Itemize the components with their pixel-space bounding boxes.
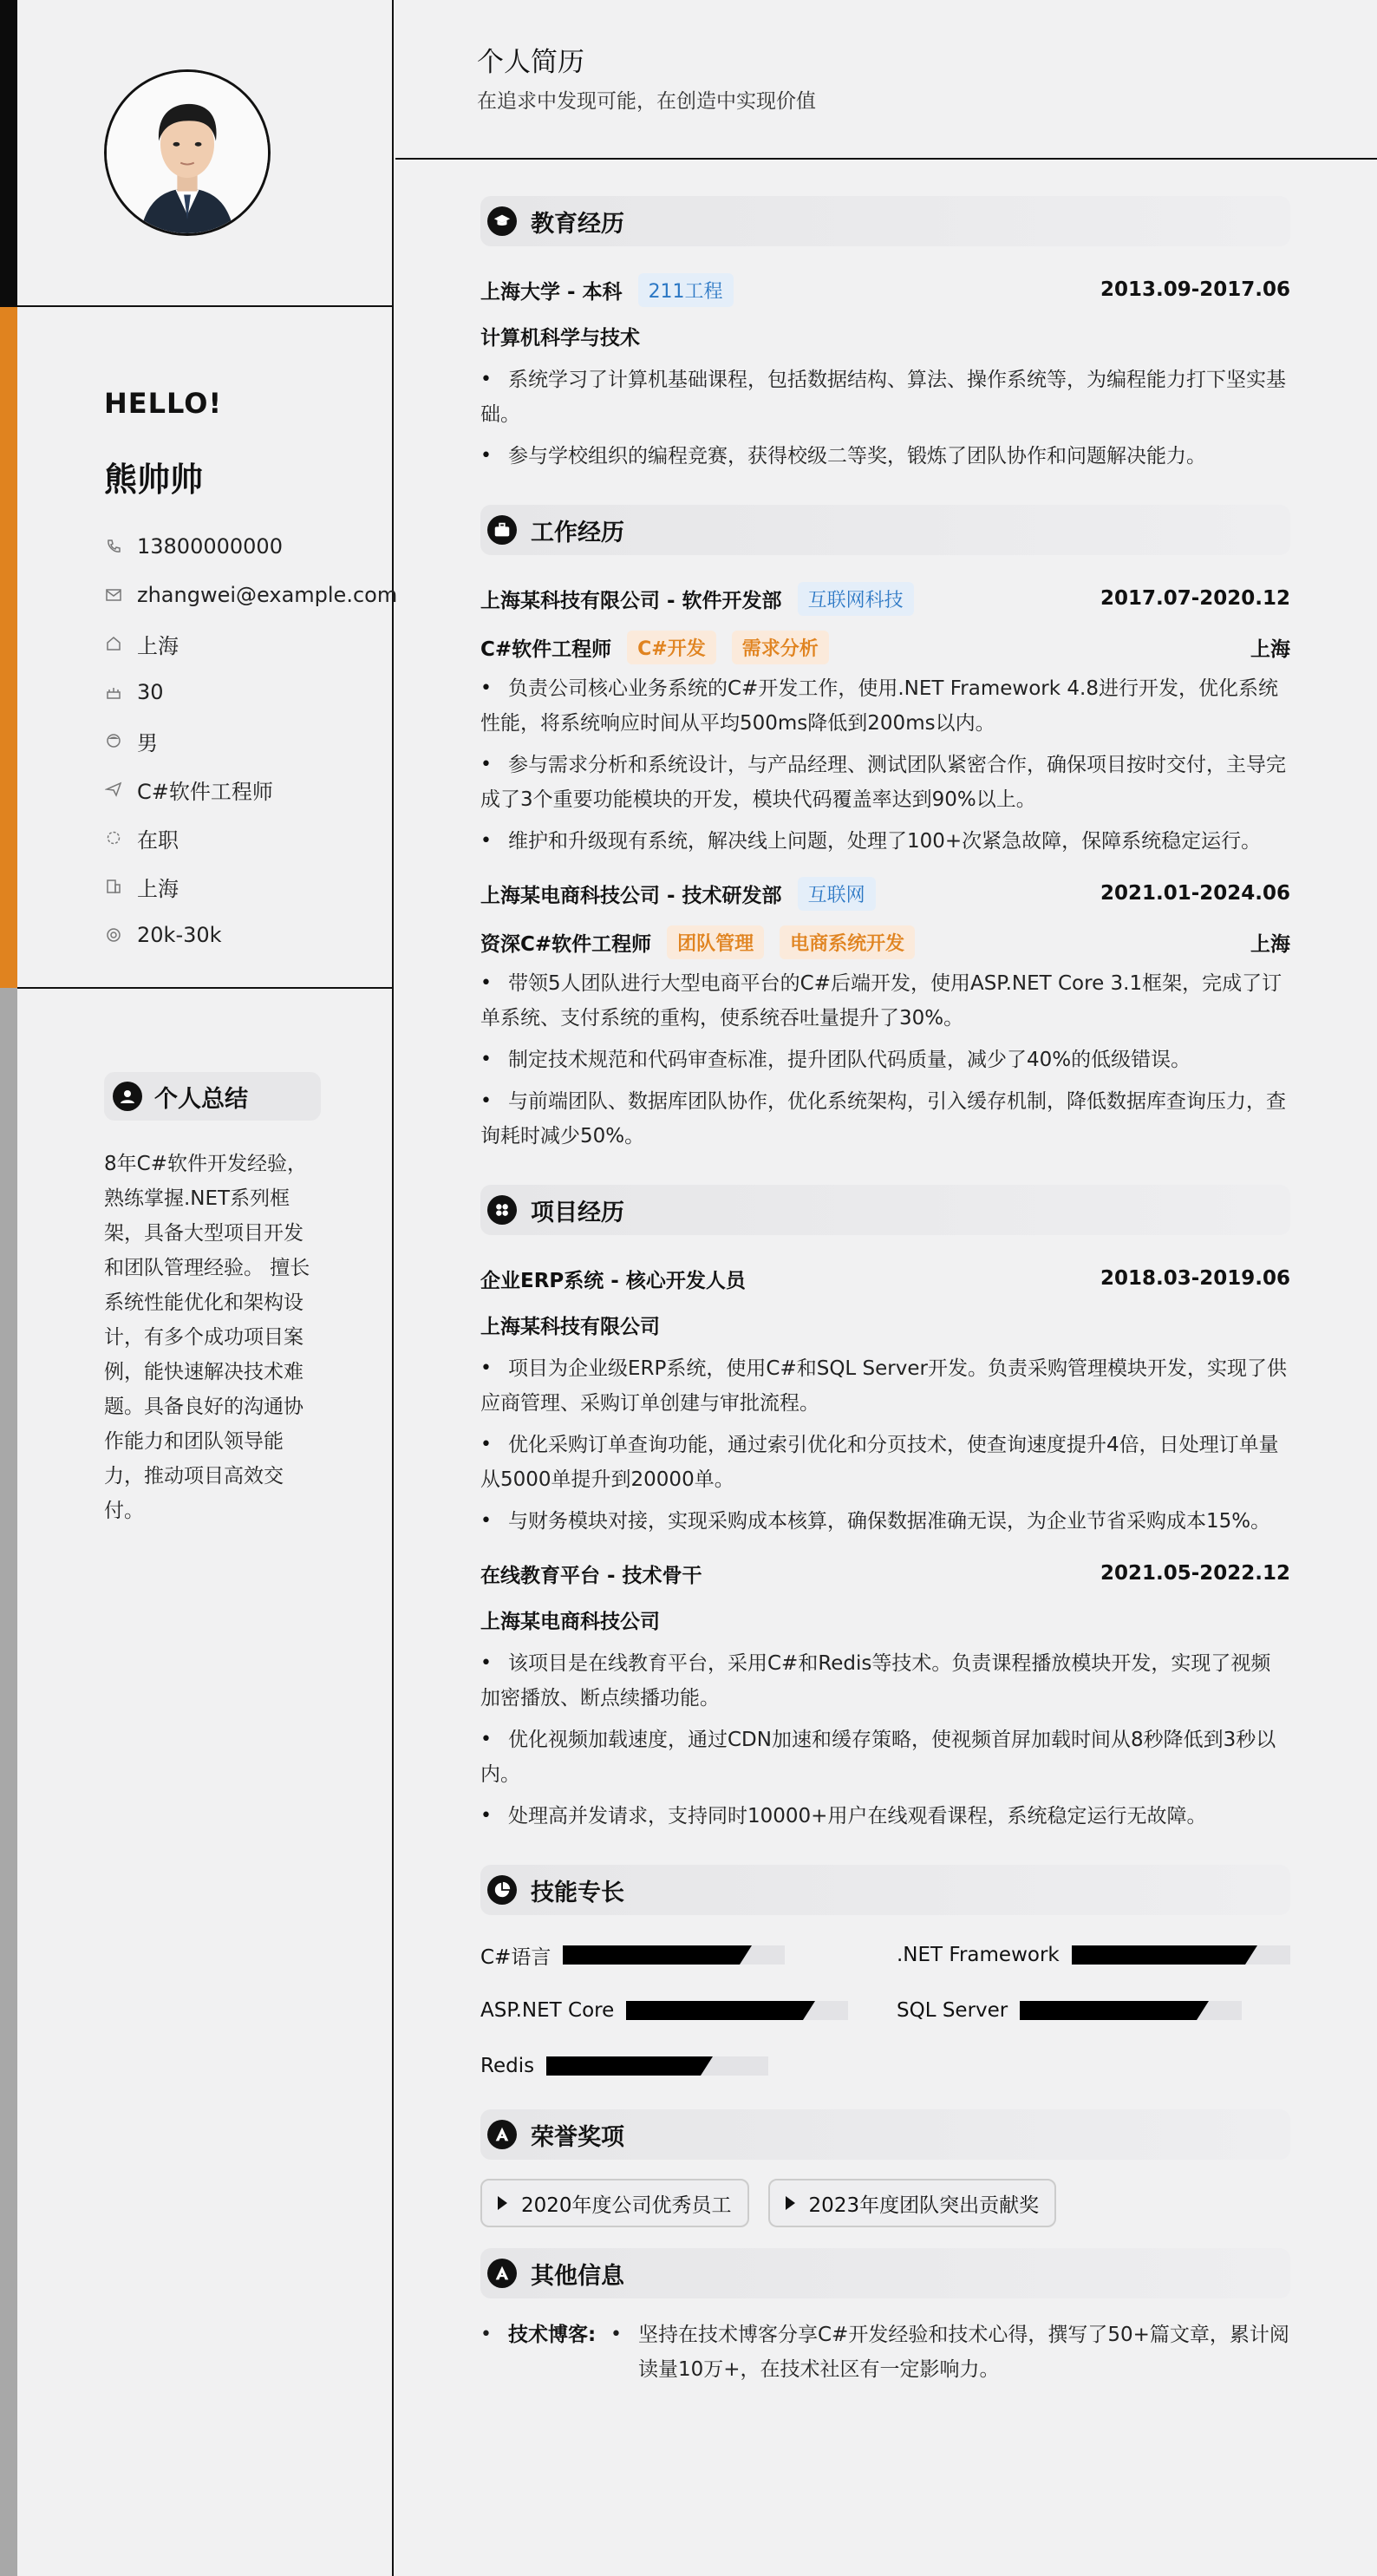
skill-bar bbox=[563, 1945, 785, 1965]
skill-name: .NET Framework bbox=[897, 1944, 1060, 1966]
project-bullets bbox=[480, 1351, 1290, 1539]
job-date: 2021.01-2024.06 bbox=[1100, 882, 1290, 905]
info-position bbox=[104, 765, 399, 814]
email-text: zhangwei@example.com bbox=[137, 583, 398, 607]
cake-icon bbox=[104, 683, 123, 702]
section-title: 其他信息 bbox=[531, 2262, 624, 2290]
job-bullets bbox=[480, 671, 1290, 859]
education-date: 2013.09-2017.06 bbox=[1100, 278, 1290, 301]
age-text: 30 bbox=[137, 680, 164, 704]
skill-name: Redis bbox=[480, 2055, 535, 2077]
location-text: 上海 bbox=[137, 876, 179, 901]
company-name: 上海某科技有限公司 - 软件开发部 bbox=[480, 589, 782, 612]
grid-icon bbox=[487, 1195, 517, 1225]
salary-text: 20k-30k bbox=[137, 923, 222, 947]
user-icon bbox=[113, 1082, 142, 1111]
award-item bbox=[480, 2179, 749, 2227]
project-entry bbox=[480, 1549, 1290, 1834]
list-item: • 参与需求分析和系统设计，与产品经理、测试团队紧密合作，确保项目按时交付，主导完成了3个重要功能模块的开发，模块代码覆盖率达到90%以上。 bbox=[480, 748, 1290, 817]
education-heading bbox=[480, 196, 1290, 246]
award-label: 2023年度团队突出贡献奖 bbox=[808, 2194, 1040, 2217]
section-title: 工作经历 bbox=[531, 519, 624, 546]
school-tag: 211工程 bbox=[638, 273, 734, 307]
briefcase-icon bbox=[487, 515, 517, 545]
gender-icon bbox=[104, 731, 123, 750]
education-section bbox=[480, 196, 1290, 474]
list-item: • 优化采购订单查询功能，通过索引优化和分页技术，使查询速度提升4倍，日处理订单量从5000单提升到20000单。 bbox=[480, 1428, 1290, 1497]
color-stripe bbox=[0, 0, 17, 2576]
position-text: C#软件工程师 bbox=[137, 779, 273, 804]
list-item: • 项目为企业级ERP系统，使用C#和SQL Server开发。负责采购管理模块开发，实现了供应商管理、采购订单创建与审批流程。 bbox=[480, 1351, 1290, 1421]
salary-icon bbox=[104, 925, 123, 945]
company-name: 上海某电商科技公司 - 技术研发部 bbox=[480, 884, 782, 907]
skill-tag: 团队管理 bbox=[667, 925, 764, 959]
project-date: 2018.03-2019.06 bbox=[1100, 1267, 1290, 1290]
list-item: • 该项目是在线教育平台，采用C#和Redis等技术。负责课程播放模块开发，实现了视频加密播放、断点续播功能。 bbox=[480, 1646, 1290, 1716]
sidebar bbox=[17, 0, 398, 2576]
other-item: • 技术博客: • 坚持在技术博客分享C#开发经验和技术心得，撰写了50+篇文章，累计阅读量10万+，在技术社区有一定影响力。 bbox=[480, 2318, 1290, 2387]
main-content bbox=[395, 0, 1377, 2576]
summary-text: 8年C#软件开发经验，熟练掌握.NET系列框架，具备大型项目开发和团队管理经验。 擅长系统性能优化和架构设计，有多个成功项目案例，能快速解决技术难题。具备良好的沟通协作能力和团队领导能力，推动项目高效交付。 bbox=[104, 1153, 310, 1522]
skill-tag: 需求分析 bbox=[732, 631, 829, 664]
work-section bbox=[480, 505, 1290, 1154]
other-label: 技术博客: bbox=[508, 2324, 597, 2346]
page-title: 个人简历 bbox=[477, 47, 584, 78]
list-item: • 带领5人团队进行大型电商平台的C#后端开发，使用ASP.NET Core 3.1框架，完成了订单系统、支付系统的重构，使系统吞吐量提升了30%。 bbox=[480, 966, 1290, 1036]
skill-item bbox=[897, 1934, 1290, 1976]
triangle-icon bbox=[498, 2196, 507, 2210]
skill-name: ASP.NET Core bbox=[480, 1999, 615, 2022]
job-bullets bbox=[480, 966, 1290, 1154]
list-item: • 与前端团队、数据库团队协作，优化系统架构，引入缓存机制，降低数据库查询压力，查询耗时减少50%。 bbox=[480, 1084, 1290, 1154]
skill-level-fill bbox=[546, 2056, 701, 2076]
info-age bbox=[104, 668, 399, 716]
other-text: 坚持在技术博客分享C#开发经验和技术心得，撰写了50+篇文章，累计阅读量10万+，在技术社区有一定影响力。 bbox=[638, 2324, 1289, 2381]
list-item: • 系统学习了计算机基础课程，包括数据结构、算法、操作系统等，为编程能力打下坚实基础。 bbox=[480, 363, 1290, 432]
send-icon bbox=[104, 780, 123, 799]
skill-tag: C#开发 bbox=[627, 631, 716, 664]
section-title: 项目经历 bbox=[531, 1199, 624, 1226]
project-name: 企业ERP系统 - 核心开发人员 bbox=[480, 1269, 746, 1292]
chart-icon bbox=[487, 1875, 517, 1905]
skill-item bbox=[480, 1934, 897, 1976]
skill-bar bbox=[1020, 2001, 1242, 2020]
info-icon bbox=[487, 2259, 517, 2288]
stripe-orange bbox=[0, 307, 17, 988]
list-item: • 与财务模块对接，实现采购成本核算，确保数据准确无误，为企业节省采购成本15%。 bbox=[480, 1504, 1290, 1539]
avatar bbox=[104, 69, 271, 236]
award-label: 2020年度公司优秀员工 bbox=[521, 2194, 732, 2217]
awards-heading bbox=[480, 2109, 1290, 2160]
divider bbox=[17, 305, 394, 307]
page-subtitle: 在追求中发现可能，在创造中实现价值 bbox=[477, 90, 816, 113]
list-item: • 维护和升级现有系统，解决线上问题，处理了100+次紧急故障，保障系统稳定运行。 bbox=[480, 824, 1290, 859]
project-date: 2021.05-2022.12 bbox=[1100, 1562, 1290, 1585]
skill-level-fill bbox=[626, 2001, 803, 2020]
stripe-black bbox=[0, 0, 17, 307]
award-item bbox=[768, 2179, 1057, 2227]
info-salary bbox=[104, 911, 399, 959]
skills-list bbox=[480, 1934, 1290, 2087]
hello-heading: HELLO! bbox=[104, 387, 223, 420]
graduation-cap-icon bbox=[487, 206, 517, 236]
phone-icon bbox=[104, 537, 123, 556]
education-row bbox=[480, 265, 1290, 314]
section-title: 教育经历 bbox=[531, 210, 624, 238]
project-entry bbox=[480, 1254, 1290, 1539]
industry-tag: 互联网科技 bbox=[798, 582, 914, 616]
info-email bbox=[104, 571, 399, 619]
skill-level-fill bbox=[1020, 2001, 1197, 2020]
divider bbox=[395, 158, 1377, 160]
portrait-image bbox=[107, 72, 268, 233]
info-location bbox=[104, 862, 399, 911]
project-company: 上海某科技有限公司 bbox=[480, 1316, 660, 1338]
list-item: • 制定技术规范和代码审查标准，提升团队代码质量，减少了40%的低级错误。 bbox=[480, 1043, 1290, 1077]
education-bullets bbox=[480, 363, 1290, 474]
skill-item bbox=[480, 2045, 897, 2087]
phone-text: 13800000000 bbox=[137, 534, 283, 559]
project-name: 在线教育平台 - 技术骨干 bbox=[480, 1564, 702, 1587]
status-text: 在职 bbox=[137, 827, 179, 853]
skill-name: C#语言 bbox=[480, 1945, 551, 1969]
skill-level-fill bbox=[563, 1945, 740, 1965]
awards-section bbox=[480, 2109, 1290, 2227]
section-title: 技能专长 bbox=[531, 1879, 624, 1906]
triangle-icon bbox=[786, 2196, 795, 2210]
job-city: 上海 bbox=[1250, 932, 1290, 956]
skill-item bbox=[897, 1990, 1290, 2031]
skill-bar bbox=[626, 2001, 848, 2020]
skill-bar bbox=[546, 2056, 768, 2076]
job-city: 上海 bbox=[1250, 637, 1290, 661]
list-item: • 参与学校组织的编程竞赛，获得校级二等奖，锻炼了团队协作和问题解决能力。 bbox=[480, 439, 1290, 474]
summary-title: 个人总结 bbox=[154, 1085, 248, 1113]
skill-tag: 电商系统开发 bbox=[780, 925, 915, 959]
skills-section bbox=[480, 1865, 1290, 2087]
other-section bbox=[480, 2248, 1290, 2387]
work-heading bbox=[480, 505, 1290, 555]
home-text: 上海 bbox=[137, 633, 179, 658]
home-icon bbox=[104, 634, 123, 653]
contact-info-list bbox=[104, 522, 399, 959]
project-company: 上海某电商科技公司 bbox=[480, 1611, 660, 1633]
gender-text: 男 bbox=[137, 730, 158, 755]
school-name: 上海大学 - 本科 bbox=[480, 280, 623, 304]
info-status bbox=[104, 814, 399, 862]
summary-heading bbox=[104, 1072, 321, 1121]
job-date: 2017.07-2020.12 bbox=[1100, 587, 1290, 610]
award-icon bbox=[487, 2120, 517, 2149]
skill-bar bbox=[1072, 1945, 1290, 1965]
projects-section bbox=[480, 1185, 1290, 1834]
info-home bbox=[104, 619, 399, 668]
section-title: 荣誉奖项 bbox=[531, 2123, 624, 2151]
project-bullets bbox=[480, 1646, 1290, 1834]
person-name: 熊帅帅 bbox=[104, 461, 204, 499]
status-icon bbox=[104, 828, 123, 847]
list-item: • 优化视频加载速度，通过CDN加速和缓存策略，使视频首屏加载时间从8秒降低到3秒以内。 bbox=[480, 1723, 1290, 1792]
mail-icon bbox=[104, 585, 123, 605]
list-item: • 负责公司核心业务系统的C#开发工作，使用.NET Framework 4.8进行开发，优化系统性能，将系统响应时间从平均500ms降低到200ms以内。 bbox=[480, 671, 1290, 741]
info-gender bbox=[104, 716, 399, 765]
resume-sections bbox=[480, 196, 1290, 2418]
other-heading bbox=[480, 2248, 1290, 2298]
projects-heading bbox=[480, 1185, 1290, 1235]
awards-list bbox=[480, 2179, 1290, 2227]
job-entry bbox=[480, 869, 1290, 1154]
building-icon bbox=[104, 877, 123, 896]
skill-name: SQL Server bbox=[897, 1999, 1008, 2022]
job-entry bbox=[480, 574, 1290, 859]
skill-item bbox=[480, 1990, 897, 2031]
divider bbox=[17, 987, 394, 989]
info-phone bbox=[104, 522, 399, 571]
skill-level-fill bbox=[1072, 1945, 1245, 1965]
list-item: • 处理高并发请求，支持同时10000+用户在线观看课程，系统稳定运行无故障。 bbox=[480, 1799, 1290, 1834]
skills-heading bbox=[480, 1865, 1290, 1915]
job-role: 资深C#软件工程师 bbox=[480, 932, 652, 956]
major: 计算机科学与技术 bbox=[480, 327, 640, 350]
job-role: C#软件工程师 bbox=[480, 637, 612, 661]
industry-tag: 互联网 bbox=[798, 877, 876, 911]
